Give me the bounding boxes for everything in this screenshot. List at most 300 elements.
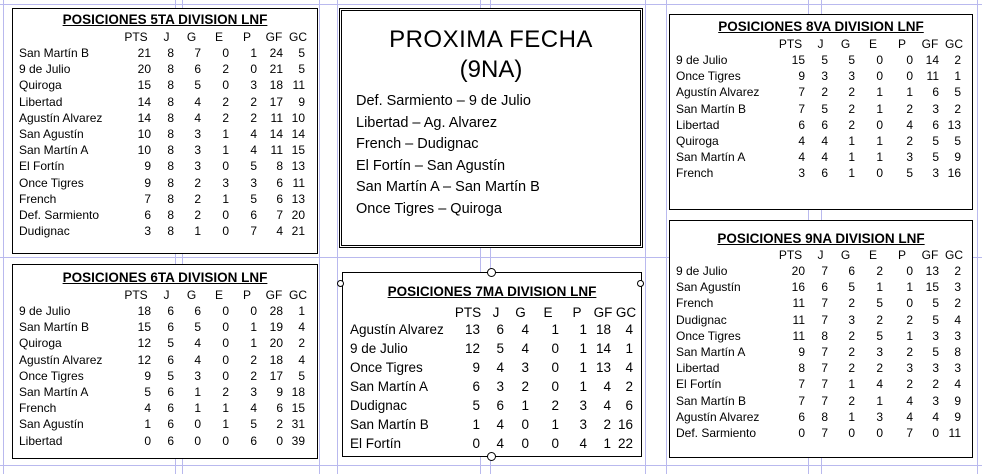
stat-p: 5 [250,417,257,432]
column-header-gf: GF [265,288,283,302]
stat-p: 3 [906,150,913,165]
stat-j: 5 [167,336,174,351]
stat-p: 0 [906,53,913,68]
stat-e: 1 [876,150,883,165]
team-name: Agustín Alvarez [19,110,103,125]
stat-j: 8 [821,328,828,343]
selection-handle[interactable] [487,268,496,277]
table-row [674,84,965,100]
table-row [674,68,965,84]
stat-p: 3 [250,385,257,400]
stat-pts: 1 [144,417,151,432]
stat-pts: 0 [472,436,480,451]
stat-gc: 2 [625,379,633,394]
stat-pts: 16 [791,280,805,295]
standings-table [674,247,965,441]
team-name: Libertad [676,117,720,132]
stat-j: 3 [821,69,828,84]
stat-gf: 7 [276,207,283,222]
stat-pts: 3 [144,224,151,239]
stat-gc: 9 [298,94,305,109]
stat-e: 3 [876,409,883,424]
table-row [348,434,637,453]
stat-gc: 4 [625,322,633,337]
table-header-row [674,36,965,52]
stat-gc: 2 [954,264,961,279]
team-name: 9 de Julio [19,304,71,319]
stat-pts: 7 [798,393,805,408]
team-name: Agustín Alvarez [19,352,103,367]
team-name: French [19,401,57,416]
stat-gc: 4 [954,312,961,327]
stat-j: 8 [167,46,174,61]
stat-gf: 4 [276,224,283,239]
stat-j: 8 [167,127,174,142]
stat-gf: 6 [932,85,939,100]
stat-g: 3 [194,127,201,142]
stat-g: 2 [848,117,855,132]
stat-j: 7 [821,361,828,376]
table-row [17,384,309,400]
stat-e: 4 [876,377,883,392]
team-name: Libertad [19,94,63,109]
stat-pts: 9 [798,69,805,84]
stat-pts: 6 [472,379,480,394]
stat-g: 1 [521,398,529,413]
stat-g: 4 [194,94,201,109]
team-name: San Martín B [676,393,747,408]
stat-pts: 15 [791,53,805,68]
stat-pts: 13 [464,322,480,337]
stat-p: 4 [579,436,587,451]
stat-pts: 6 [144,207,151,222]
table-row [17,319,309,335]
stat-p: 1 [579,379,587,394]
stat-g: 3 [194,143,201,158]
match-list [342,91,640,220]
stat-p: 1 [250,336,257,351]
stat-e: 0 [222,352,229,367]
stat-j: 6 [496,322,504,337]
stat-pts: 7 [798,85,805,100]
stat-e: 0 [222,78,229,93]
stat-j: 5 [496,341,504,356]
stat-gf: 9 [276,385,283,400]
panel-title: POSICIONES 6TA DIVISION LNF [62,270,268,285]
team-name: San Agustín [19,417,84,432]
stat-g: 4 [194,352,201,367]
stat-e: 2 [222,110,229,125]
stat-g: 0 [521,436,529,451]
stat-gf: 1 [603,436,611,451]
stat-gf: 5 [932,345,939,360]
stat-j: 7 [821,345,828,360]
table-row [674,263,965,279]
stat-e: 0 [876,425,883,440]
stat-gf: 0 [276,433,283,448]
stat-g: 2 [848,101,855,116]
column-header-g: G [186,30,197,44]
table-row [17,126,309,142]
stat-pts: 4 [798,134,805,149]
stat-pts: 9 [144,175,151,190]
stat-j: 7 [821,296,828,311]
team-name: Once Tigres [676,69,741,84]
team-name: San Martín A [676,150,746,165]
stat-p: 3 [250,175,257,190]
stat-p: 2 [250,368,257,383]
stat-p: 7 [906,425,913,440]
team-name: Agustín Alvarez [676,85,760,100]
table-row [674,101,965,117]
stat-g: 2 [194,207,201,222]
table-row [674,393,965,409]
table-row [348,320,637,339]
table-row [674,328,965,344]
stat-gf: 6 [276,401,283,416]
column-header-j: J [817,37,824,51]
stat-g: 4 [194,336,201,351]
stat-e: 2 [222,62,229,77]
stat-g: 1 [194,224,201,239]
stat-e: 3 [876,345,883,360]
stat-pts: 12 [137,352,151,367]
stat-g: 5 [848,280,855,295]
standings-9na-division [669,220,973,458]
stat-pts: 12 [464,341,480,356]
table-row [17,110,309,126]
stat-j: 6 [821,117,828,132]
stat-gc: 11 [292,78,305,93]
stat-gf: 3 [932,361,939,376]
header-team [17,287,117,303]
stat-e: 0 [551,436,559,451]
table-row [17,77,309,93]
stat-g: 6 [194,62,201,77]
table-header-row [17,29,309,45]
table-row [674,165,965,181]
table-row [17,433,309,449]
standings-table [348,304,637,453]
stat-j: 8 [167,143,174,158]
column-header-j: J [163,288,170,302]
stat-j: 6 [167,385,174,400]
stat-e: 1 [222,191,229,206]
table-row [17,158,309,174]
stat-j: 8 [167,207,174,222]
column-header-gc: GC [945,248,963,262]
column-header-p: P [572,304,582,320]
team-name: Def. Sarmiento [19,207,100,222]
stat-gf: 24 [269,46,283,61]
team-name: 9 de Julio [19,62,71,77]
team-name: 9 de Julio [676,264,728,279]
team-name: Libertad [676,361,720,376]
column-header-gc: GC [289,288,307,302]
stat-j: 6 [167,417,174,432]
stat-pts: 4 [798,150,805,165]
column-header-e: E [214,288,223,302]
table-header-row [674,247,965,263]
stat-pts: 21 [137,46,151,61]
column-header-p: P [242,288,251,302]
stat-gc: 2 [954,296,961,311]
stat-p: 1 [579,341,587,356]
stat-j: 7 [821,312,828,327]
stat-pts: 10 [137,127,151,142]
team-name: El Fortín [350,436,402,451]
stat-e: 0 [551,341,559,356]
stat-p: 1 [579,360,587,375]
stat-p: 5 [250,159,257,174]
stat-e: 5 [876,328,883,343]
stat-gc: 18 [291,385,305,400]
stat-gc: 1 [954,69,961,84]
stat-gc: 6 [625,398,633,413]
stat-g: 2 [848,328,855,343]
standings-6ta-division [12,264,318,459]
team-name: Dudignac [19,224,70,239]
match-item: Def. Sarmiento – 9 de Julio [356,93,531,109]
table-row [17,142,309,158]
stat-gf: 17 [269,368,283,383]
stat-g: 7 [194,46,201,61]
stat-gc: 2 [954,101,961,116]
stat-e: 0 [876,117,883,132]
table-row [674,295,965,311]
stat-j: 6 [496,398,504,413]
stat-gf: 13 [925,264,939,279]
table-row [17,368,309,384]
stat-j: 4 [496,436,504,451]
layout-guide [977,0,978,474]
stat-pts: 5 [144,385,151,400]
stat-j: 2 [821,85,828,100]
team-name: San Martín A [676,345,746,360]
stat-g: 0 [194,433,201,448]
panel-title: POSICIONES 5TA DIVISION LNF [62,12,268,27]
stat-j: 6 [167,304,174,319]
stat-gc: 3 [954,361,961,376]
stat-gf: 8 [276,159,283,174]
stat-e: 1 [876,280,883,295]
panel-title: POSICIONES 9NA DIVISION LNF [717,231,925,246]
stat-pts: 9 [798,345,805,360]
stat-e: 1 [551,322,559,337]
team-name: Dudignac [350,398,408,413]
column-header-pts: PTS [454,304,482,320]
stat-gf: 11 [270,143,283,158]
stat-g: 2 [521,379,529,394]
stat-e: 2 [876,312,883,327]
stat-pts: 20 [791,264,805,279]
table-row [17,400,309,416]
stat-pts: 11 [792,312,805,327]
team-name: San Martín B [19,46,90,61]
stat-g: 2 [848,85,855,100]
table-row [17,416,309,432]
team-name: Once Tigres [19,175,84,190]
header-team [674,36,772,52]
stat-gc: 11 [948,425,961,440]
next-round-box [339,8,643,248]
stat-p: 3 [579,417,587,432]
stat-j: 5 [821,53,828,68]
table-row [17,303,309,319]
team-name: French [19,191,57,206]
stat-g: 0 [521,417,529,432]
column-header-pts: PTS [778,37,803,51]
stat-p: 6 [250,433,257,448]
stat-pts: 18 [137,304,151,319]
stat-gf: 3 [932,166,939,181]
stat-j: 7 [821,425,828,440]
column-header-gc: GC [289,30,307,44]
stat-gf: 6 [932,117,939,132]
stat-j: 7 [821,264,828,279]
header-team [674,247,772,263]
stat-e: 1 [876,101,883,116]
column-header-g: G [186,288,197,302]
stat-p: 4 [250,143,257,158]
selection-handle[interactable] [337,280,344,287]
stat-p: 2 [250,110,257,125]
stat-gf: 28 [269,304,283,319]
column-header-p: P [897,37,906,51]
stat-gc: 15 [291,401,305,416]
column-header-gc: GC [945,37,963,51]
team-name: San Martín A [19,385,89,400]
stat-p: 1 [906,280,913,295]
stat-gc: 22 [617,436,633,451]
stat-gc: 4 [625,360,633,375]
stat-gf: 6 [276,175,283,190]
stat-e: 1 [876,85,883,100]
stat-j: 7 [821,393,828,408]
stat-pts: 11 [792,296,805,311]
stat-p: 1 [250,46,257,61]
table-row [17,352,309,368]
match-item: Once Tigres – Quiroga [356,200,502,217]
stat-j: 6 [167,352,174,367]
column-header-gf: GF [921,37,939,51]
stat-j: 8 [821,409,828,424]
stat-j: 4 [821,150,828,165]
table-row [17,207,309,223]
stat-j: 4 [496,417,504,432]
stat-j: 6 [167,320,174,335]
table-row [348,396,637,415]
stat-gf: 3 [932,328,939,343]
stat-g: 2 [194,191,201,206]
stat-g: 2 [848,361,855,376]
stat-g: 1 [194,385,201,400]
stat-pts: 0 [144,433,151,448]
table-body [17,45,309,239]
stat-p: 4 [250,127,257,142]
team-name: San Martín B [19,320,90,335]
stat-g: 2 [194,175,201,190]
header-team [17,29,117,45]
stat-gc: 13 [291,159,305,174]
stat-p: 0 [906,296,913,311]
column-header-j: J [492,304,500,320]
stat-gf: 18 [269,78,283,93]
panel-title: POSICIONES 7MA DIVISION LNF [387,284,597,299]
team-name: Once Tigres [676,328,741,343]
stat-p: 2 [906,101,913,116]
stat-gc: 13 [291,191,305,206]
team-name: Agustín Alvarez [350,322,444,337]
selection-handle[interactable] [637,280,644,287]
stat-gf: 5 [932,150,939,165]
stat-gf: 18 [269,352,283,367]
column-header-e: E [868,248,877,262]
stat-j: 5 [167,368,174,383]
panel-title: POSICIONES 8VA DIVISION LNF [718,19,924,34]
stat-gc: 10 [291,110,305,125]
stat-j: 8 [167,175,174,190]
stat-p: 2 [906,134,913,149]
stat-pts: 10 [137,143,151,158]
stat-gc: 2 [298,336,305,351]
stat-gf: 5 [932,134,939,149]
column-header-e: E [543,304,553,320]
table-row [674,409,965,425]
team-name: Once Tigres [19,368,84,383]
stat-e: 0 [876,69,883,84]
stat-gf: 5 [932,312,939,327]
stat-pts: 8 [798,361,805,376]
stat-e: 1 [222,401,229,416]
stat-g: 3 [521,360,529,375]
stat-gc: 4 [954,377,961,392]
stat-p: 3 [579,398,587,413]
table-row [674,52,965,68]
next-round-title: PROXIMA FECHA [389,26,593,53]
stat-e: 0 [222,368,229,383]
standings-table [17,287,309,449]
stat-gf: 20 [269,336,283,351]
stat-j: 8 [167,110,174,125]
stat-pts: 12 [137,336,151,351]
table-row [17,223,309,239]
team-name: Def. Sarmiento [676,425,757,440]
selection-handle[interactable] [487,452,496,461]
layout-guide [645,0,646,474]
stat-gf: 4 [603,379,611,394]
next-round-number: (9NA) [459,56,523,83]
stat-g: 2 [848,345,855,360]
stat-gc: 3 [954,280,961,295]
stat-gc: 9 [954,409,961,424]
stat-gc: 5 [954,134,961,149]
stat-j: 8 [167,94,174,109]
stat-gf: 6 [276,191,283,206]
table-header-row [17,287,309,303]
table-row [348,415,637,434]
stat-gf: 15 [925,280,939,295]
stat-gc: 3 [954,328,961,343]
table-row [17,175,309,191]
stat-g: 3 [194,159,201,174]
column-header-pts: PTS [778,248,803,262]
stat-e: 1 [876,393,883,408]
column-header-g: G [840,248,851,262]
team-name: San Agustín [676,280,741,295]
stat-pts: 9 [472,360,480,375]
stat-gc: 11 [292,175,305,190]
